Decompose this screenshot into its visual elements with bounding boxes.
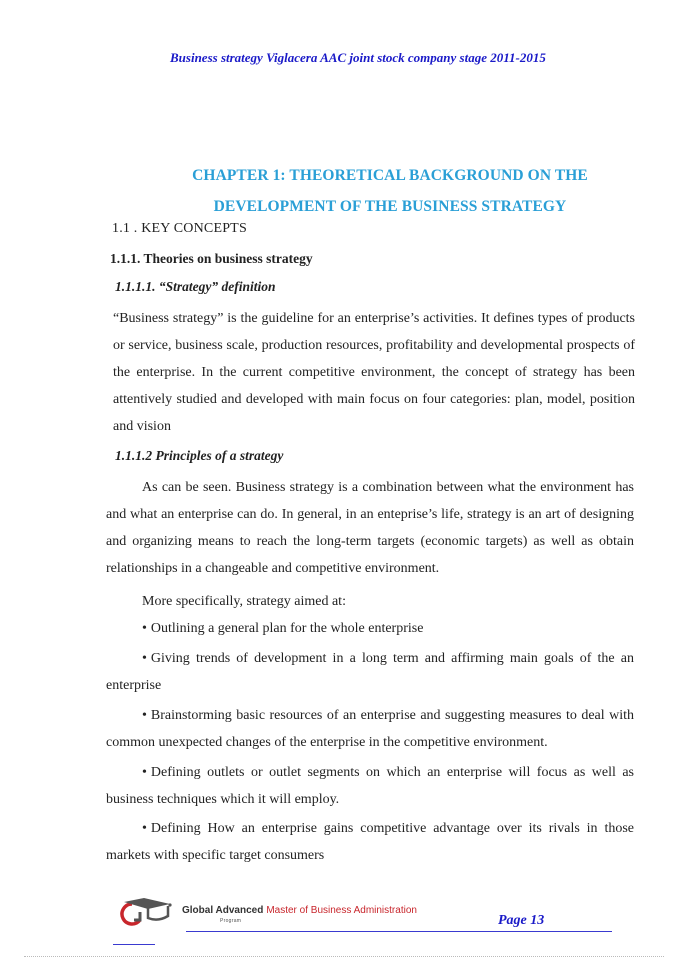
list-item-text: Giving trends of development in a long term and affirming main goals of the an enterprise [106, 651, 634, 693]
running-header: Business strategy Viglacera AAC joint stock company stage 2011-2015 [170, 50, 546, 65]
chapter-title-line1: CHAPTER 1: THEORETICAL BACKGROUND ON THE [192, 167, 588, 184]
footer-rule-small [113, 944, 155, 945]
section-heading: 1.1 . KEY CONCEPTS [112, 221, 247, 236]
list-item [106, 645, 634, 699]
bullet-dot-icon: • [142, 651, 147, 666]
footer-brand-strong: Global Advanced [182, 905, 264, 916]
footer-brand-sub: Program [220, 918, 242, 924]
list-item [106, 759, 634, 813]
subsection-heading: 1.1.1. Theories on business strategy [110, 251, 313, 266]
list-item-text: Outlining a general plan for the whole enterprise [150, 621, 424, 636]
footer-rule [186, 931, 612, 932]
definition-paragraph: “Business strategy” is the guideline for an enterprise’s activities. It defines types of products or service, business scale, production resources, profitability and developmental prospects of the enterprise. In the current competitive environment, the concept of strategy has been attentively studied and developed with main focus on four categories: plan, model, position and vision [113, 311, 635, 434]
list-item [106, 702, 634, 756]
bullet-dot-icon: • [142, 708, 147, 723]
chapter-title-line2: DEVELOPMENT OF THE BUSINESS STRATEGY [213, 198, 567, 215]
bullet-dot-icon: • [142, 821, 147, 836]
list-item-text: Defining outlets or outlet segments on which an enterprise will focus as well as business techniques which it will employ. [106, 765, 634, 807]
strategy-definition-heading: 1.1.1.1. “Strategy” definition [115, 279, 276, 294]
footer-brand-program: Master of Business Administration [266, 905, 417, 916]
bullet-dot-icon: • [142, 621, 147, 636]
list-item-text: Brainstorming basic resources of an enterprise and suggesting measures to deal with common unexpected changes of the enterprise in the competitive environment. [106, 708, 634, 750]
footer-brand [182, 905, 417, 916]
graduation-cap-logo-icon [118, 896, 180, 926]
list-item [142, 615, 423, 642]
aims-intro: More specifically, strategy aimed at: [142, 594, 346, 609]
principles-heading: 1.1.1.2 Principles of a strategy [115, 448, 284, 463]
chapter-title [110, 160, 670, 222]
list-item [106, 815, 634, 869]
list-item-text: Defining How an enterprise gains competitive advantage over its rivals in those markets with specific target consumers [106, 821, 634, 863]
bullet-dot-icon: • [142, 765, 147, 780]
page-bottom-edge [24, 956, 664, 957]
principles-paragraph: As can be seen. Business strategy is a combination between what the environment has and what an enterprise can do. In general, in an enteprise’s life, strategy is an art of designing and organizing means to reach the long-term targets (economic targets) as well as obtain relationships in a changeable and competitive environment. [106, 480, 634, 576]
page-number: Page 13 [498, 913, 545, 928]
